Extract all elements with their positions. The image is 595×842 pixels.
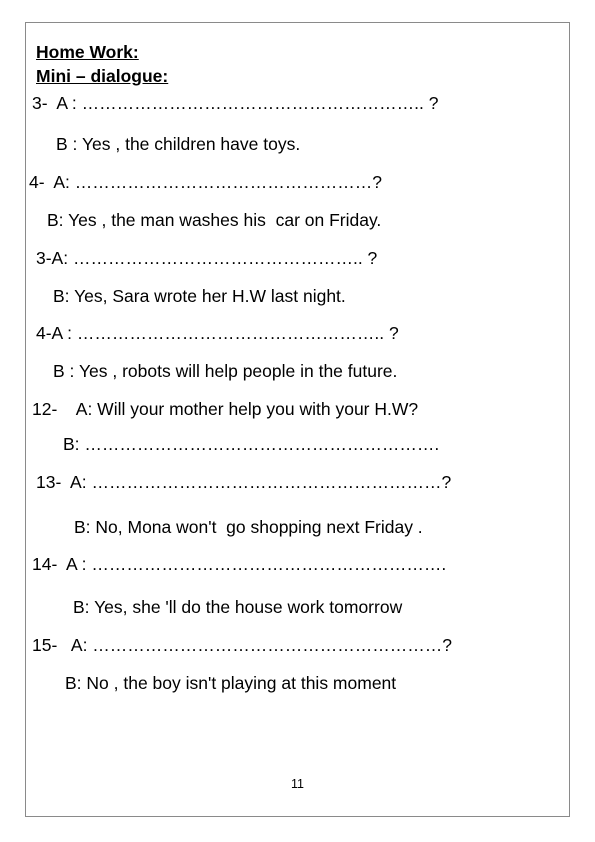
dialogue-line-3a2: 3-A: ………………………………………….. ? [36,248,378,268]
page-title: Home Work: [36,42,139,62]
dialogue-line-4a: 4- A: ……………………………………………? [29,172,382,192]
dialogue-line-3a: 3- A : ………………………………………………….. ? [32,93,439,113]
dialogue-line-4b: B: Yes , the man washes his car on Friday. [47,210,382,230]
dialogue-line-12b: B: ……………………………………………………. [63,434,440,454]
dialogue-line-13b: B: No, Mona won't go shopping next Friday . [74,517,423,537]
dialogue-line-15a: 15- A: ……………………………………………………? [32,635,453,655]
dialogue-line-13a: 13- A: ……………………………………………………? [36,472,452,492]
dialogue-line-3b: B : Yes , the children have toys. [56,134,301,154]
dialogue-line-15b: B: No , the boy isn't playing at this moment [65,673,397,693]
dialogue-line-14b: B: Yes, she 'll do the house work tomorrow [73,597,403,617]
dialogue-line-4a2: 4-A : …………………………………………….. ? [36,323,399,343]
page-number: 11 [291,777,304,791]
page-subtitle: Mini – dialogue: [36,66,169,86]
dialogue-line-3b2: B: Yes, Sara wrote her H.W last night. [53,286,346,306]
dialogue-line-12a: 12- A: Will your mother help you with your H.W? [32,399,419,419]
dialogue-line-4b2: B : Yes , robots will help people in the future. [53,361,398,381]
dialogue-line-14a: 14- A : ……………………………………………………. [32,554,447,574]
